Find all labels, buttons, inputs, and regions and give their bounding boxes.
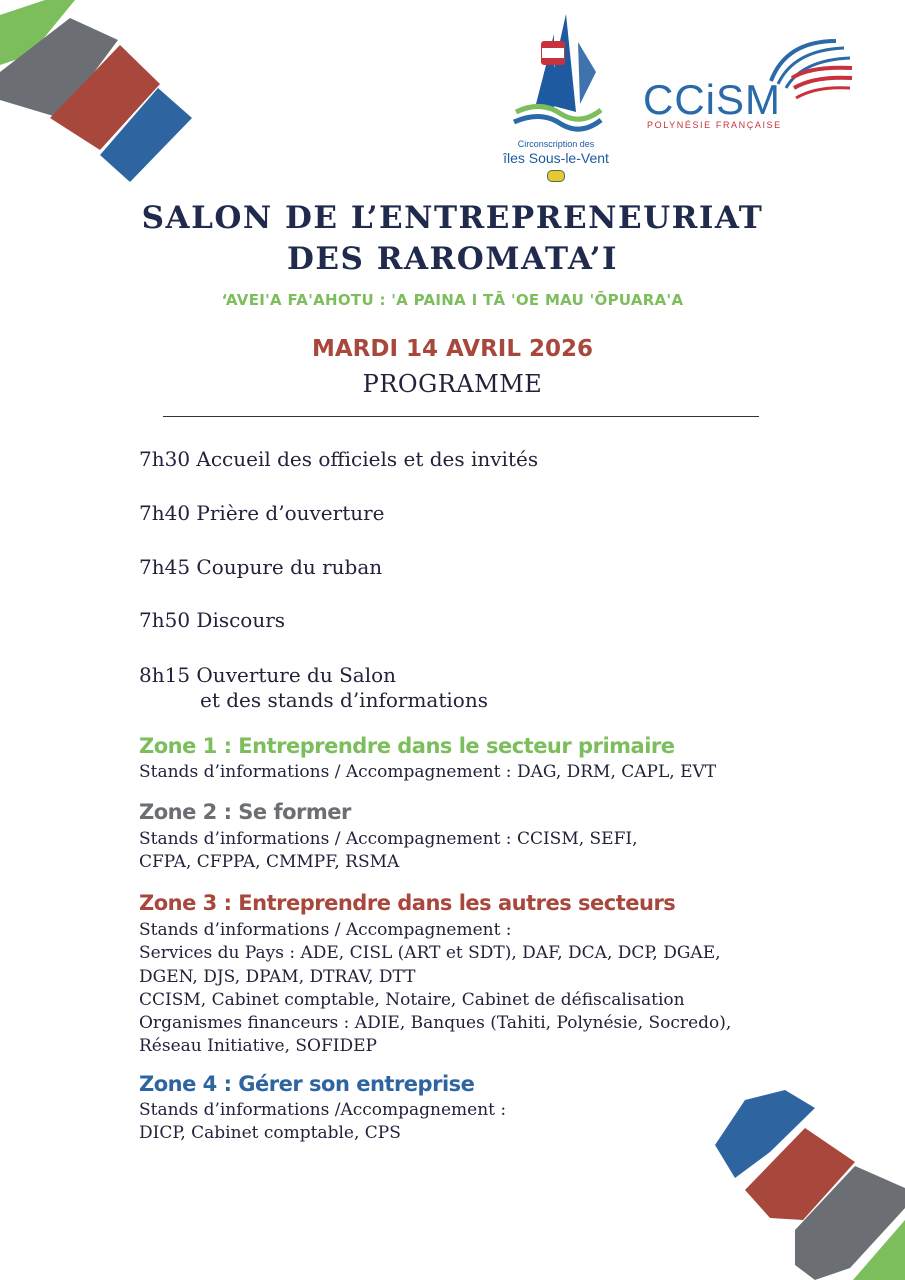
zone-1-body: [139, 761, 716, 784]
zone-line: Réseau Initiative, SOFIDEP: [139, 1036, 377, 1057]
zone-4-body: [139, 1099, 506, 1146]
schedule-item-text: 8h15 Ouverture du Salon: [139, 663, 397, 687]
chevron-decoration-top-left: [0, 0, 200, 185]
zone-line: Services du Pays : ADE, CISL (ART et SDT), DAF, DCA, DCP, DGAE,: [139, 943, 721, 964]
sailboat-icon: [506, 12, 606, 137]
schedule-item: 7h50 Discours: [139, 608, 286, 632]
schedule-item: [139, 663, 488, 713]
zone-3-body: [139, 919, 731, 1059]
title-line-2: DES RAROMATA’I: [287, 241, 618, 277]
zone-line: Stands d’informations /Accompagnement :: [139, 1100, 507, 1120]
zone-4-title: Zone 4 : Gérer son entreprise: [139, 1072, 475, 1096]
page-subtitle: ‘AVEI'A FA'AHOTU : 'A PAINA I TĀ 'OE MAU 'ŌPUARA'A: [221, 291, 684, 309]
zone-line: CCISM, Cabinet comptable, Notaire, Cabinet de défiscalisation: [139, 989, 685, 1010]
zone-line: DICP, Cabinet comptable, CPS: [139, 1123, 401, 1144]
title-line-1: SALON DE L’ENTREPRENEURIAT: [141, 200, 764, 236]
schedule-item: 7h30 Accueil des officiels et des invités: [139, 447, 539, 471]
zone-line: DGEN, DJS, DPAM, DTRAV, DTT: [139, 966, 416, 987]
circonscription-label-line1: Circonscription des: [517, 139, 595, 149]
event-date: MARDI 14 AVRIL 2026: [311, 336, 594, 362]
zone-3-title: Zone 3 : Entreprendre dans les autres secteurs: [139, 891, 676, 915]
page-title: [0, 198, 905, 280]
zone-line: Stands d’informations / Accompagnement :: [139, 920, 512, 940]
zone-2-body: [139, 828, 638, 875]
zone-line: Organismes financeurs : ADIE, Banques (Tahiti, Polynésie, Socredo),: [139, 1013, 732, 1034]
zone-2-title: Zone 2 : Se former: [139, 800, 351, 824]
zone-line: CFPA, CFPPA, CMMPF, RSMA: [139, 852, 400, 873]
programme-heading: PROGRAMME: [362, 370, 543, 398]
zone-line: Stands d’informations / Accompagnement : DAG, DRM, CAPL, EVT: [139, 762, 717, 782]
schedule-item: 7h45 Coupure du ruban: [139, 555, 383, 579]
ccism-logo: [640, 36, 855, 136]
zone-1-title: Zone 1 : Entreprendre dans le secteur primaire: [139, 734, 675, 758]
circonscription-label-line2: îles Sous-le-Vent: [503, 150, 609, 166]
schedule-item: 7h40 Prière d’ouverture: [139, 501, 385, 525]
chevron-decoration-bottom-right: [715, 1090, 905, 1280]
circonscription-logo: [500, 12, 612, 190]
ccism-subtitle: POLYNÉSIE FRANÇAISE: [647, 120, 782, 130]
zone-line: Stands d’informations / Accompagnement : CCISM, SEFI,: [139, 829, 638, 849]
schedule-item-continuation: et des stands d’informations: [200, 688, 488, 712]
badge-icon: [547, 170, 565, 182]
ccism-name: CCiSM: [643, 76, 781, 123]
divider: [163, 416, 759, 417]
